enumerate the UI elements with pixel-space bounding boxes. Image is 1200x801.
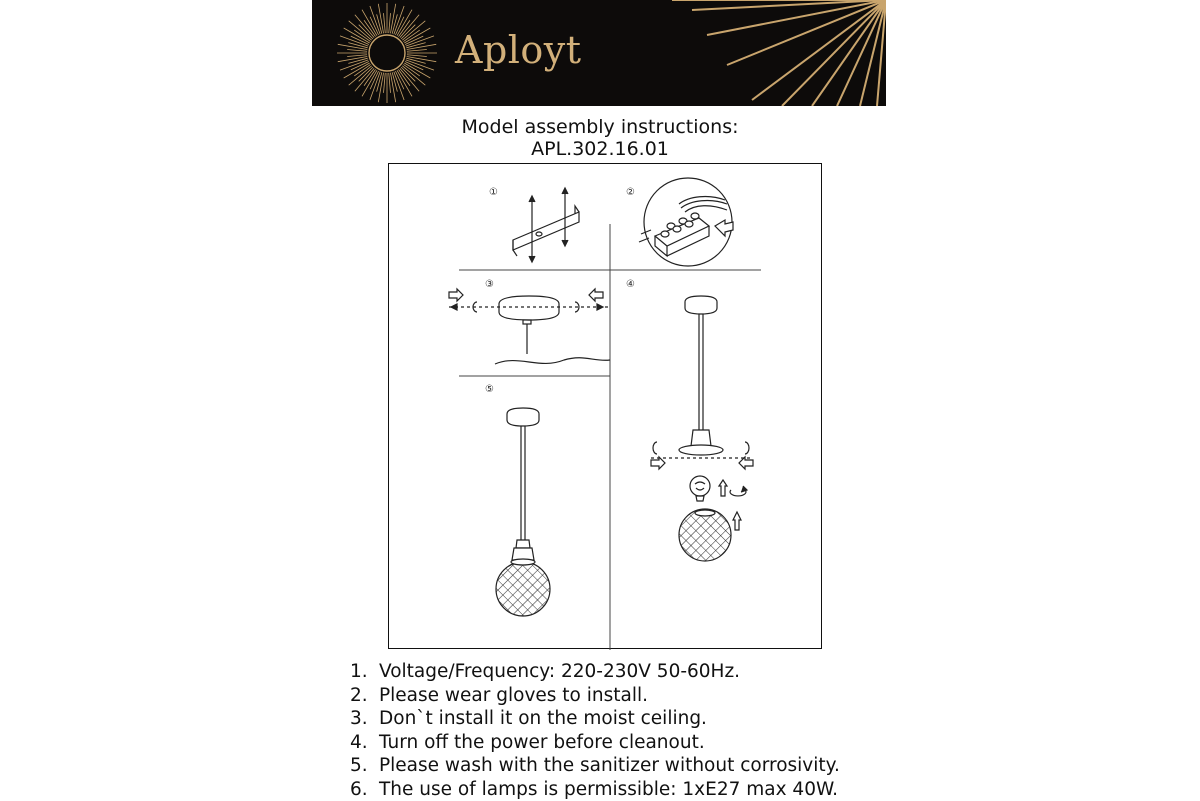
assembly-drawing: [389, 164, 823, 650]
sunburst-icon: [337, 3, 437, 103]
instruction-number: 1.: [350, 660, 379, 683]
instruction-number: 6.: [350, 778, 379, 801]
instruction-number: 4.: [350, 731, 379, 754]
instruction-item: [350, 731, 840, 755]
assembly-diagram: [388, 163, 822, 649]
instruction-number: 2.: [350, 684, 379, 707]
instruction-text: Voltage/Frequency: 220-230V 50-60Hz.: [379, 661, 740, 682]
instruction-text: Turn off the power before cleanout.: [379, 732, 705, 753]
instruction-text: Don`t install it on the moist ceiling.: [379, 708, 707, 729]
instruction-text: Please wear gloves to install.: [379, 685, 648, 706]
canopy-screws-drawing: [449, 289, 610, 364]
instruction-item: [350, 754, 840, 778]
instruction-item: [350, 778, 840, 801]
assembled-pendant-drawing: [496, 408, 550, 616]
step-label-2: ②: [626, 187, 635, 198]
lamp-holder-drawing: [651, 296, 753, 561]
instruction-number: 3.: [350, 707, 379, 730]
document-title: Model assembly instructions:: [0, 116, 1200, 138]
step-label-1: ①: [489, 187, 498, 198]
instruction-text: The use of lamps is permissible: 1xE27 max 40W.: [379, 779, 838, 800]
rays-icon: [672, 0, 886, 106]
instruction-item: [350, 684, 840, 708]
step-label-3: ③: [485, 279, 494, 290]
instruction-item: [350, 660, 840, 684]
mounting-bracket-drawing: [513, 188, 579, 262]
instruction-text: Please wash with the sanitizer without corrosivity.: [379, 755, 840, 776]
instruction-list: [350, 660, 840, 801]
brand-logo-text: Aployt: [455, 28, 582, 72]
brand-banner: [312, 0, 886, 106]
instruction-number: 5.: [350, 754, 379, 777]
instruction-item: [350, 707, 840, 731]
step-label-5: ⑤: [485, 384, 494, 395]
terminal-block-drawing: [639, 178, 733, 266]
banner-art: [312, 0, 886, 106]
model-number: APL.302.16.01: [0, 138, 1200, 160]
step-label-4: ④: [626, 279, 635, 290]
